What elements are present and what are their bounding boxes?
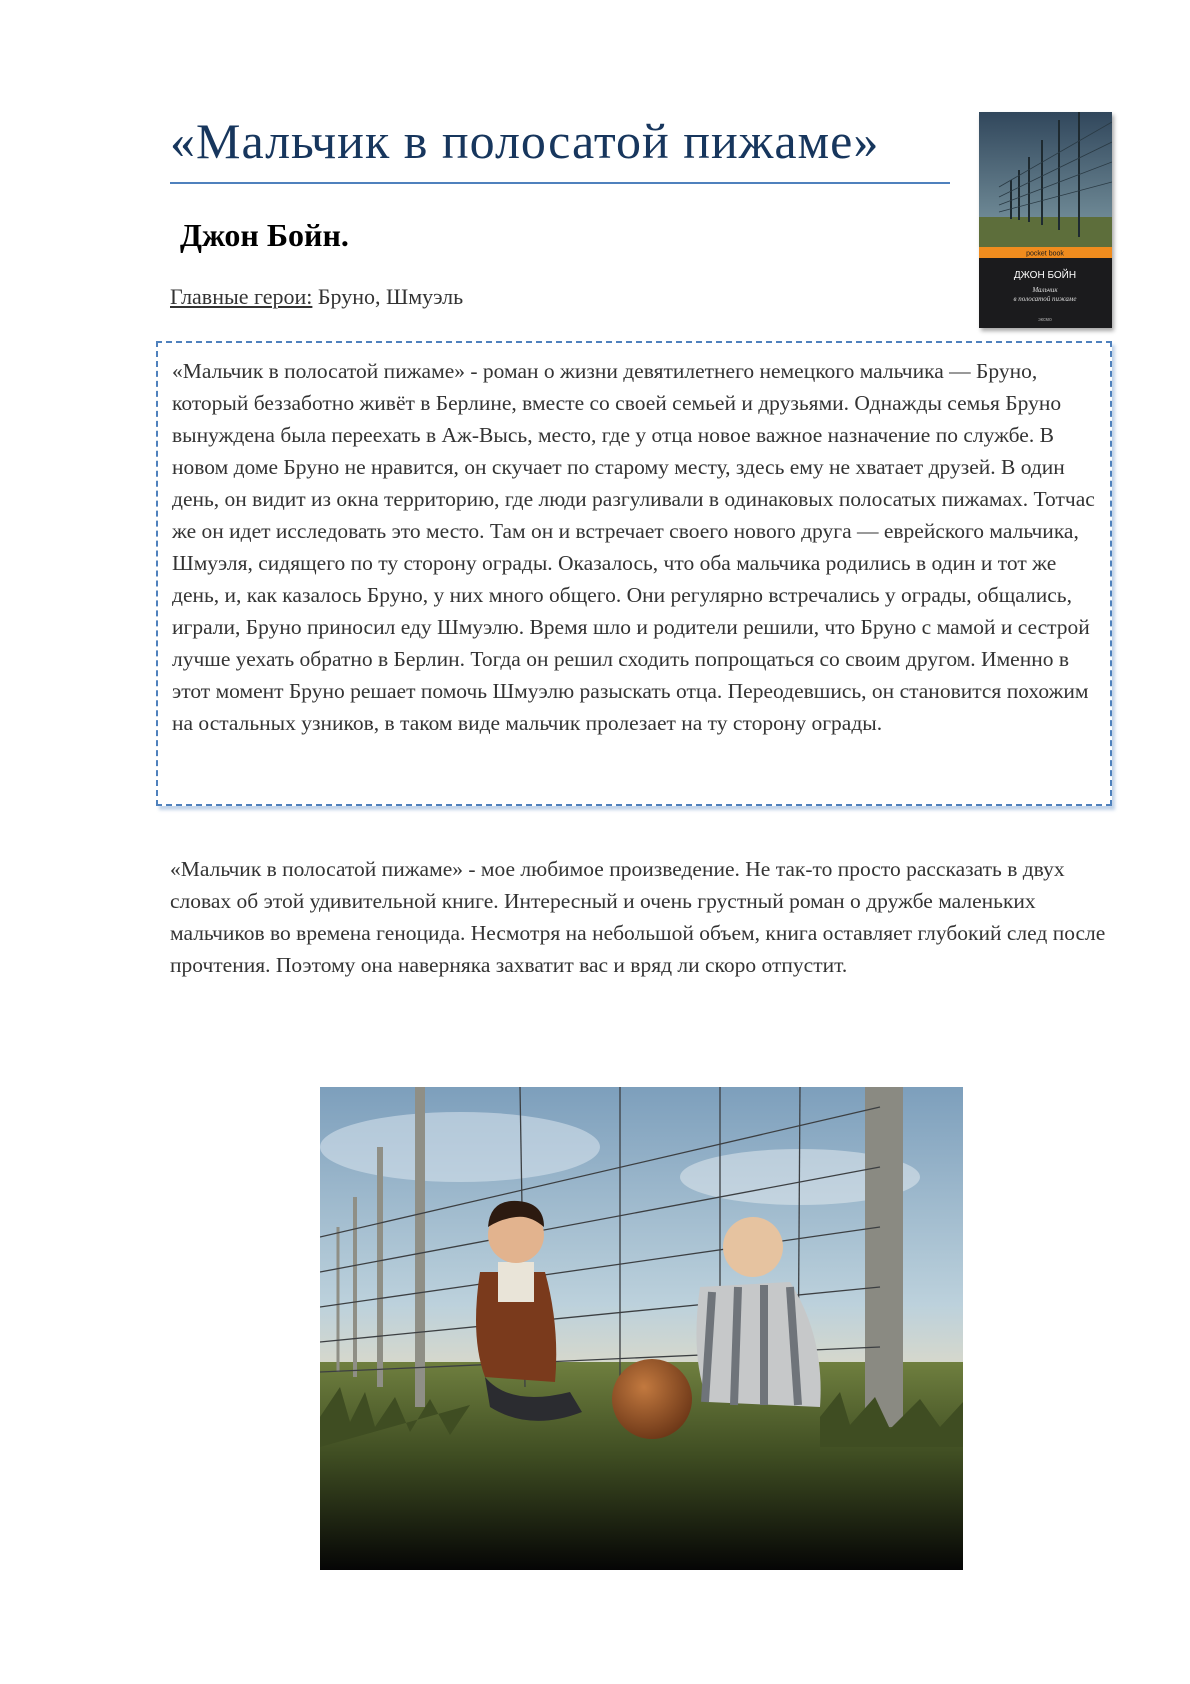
author-name: Джон Бойн.: [180, 217, 349, 253]
cover-grass: [979, 217, 1112, 247]
film-still-image: [320, 1087, 963, 1570]
cover-title-line-2: в полосатой пижаме: [1013, 295, 1077, 303]
main-characters-label: Главные герои:: [170, 284, 313, 309]
cover-series-label: pocket book: [1026, 250, 1064, 258]
still-cloud: [320, 1112, 600, 1182]
review-paragraph: «Мальчик в полосатой пижаме» - мое любимое произведение. Не так-то просто рассказать в двух словах об этой удивительной книге. Интересный и очень грустный роман о дружбе маленьких мальчиков во времена геноцида. Несмотря на небольшой объем, книга оставляет глубокий след после прочтения. Поэтому она наверняка захватит вас и вряд ли скоро отпустит.: [170, 857, 1106, 977]
still-front-post: [865, 1087, 903, 1427]
cover-publisher: эксмо: [1038, 317, 1052, 323]
title-underline: [170, 182, 950, 184]
page-title: «Мальчик в полосатой пижаме»: [170, 113, 880, 169]
still-football: [612, 1359, 692, 1439]
book-cover-image: [979, 112, 1112, 328]
cover-title-line-1: Мальчик: [1032, 286, 1058, 294]
summary-text: «Мальчик в полосатой пижаме» - роман о жизни девятилетнего немецкого мальчика — Бруно, который беззаботно живёт в Берлине, вместе со своей семьей и друзьями. Однажды семья Бруно вынуждена была переехать в Аж-Высь, место, где у отца новое важное назначение по службе. В новом доме Бруно не нравится, он скучает по старому месту, здесь ему не хватает друзей. В один день, он видит из окна территорию, где люди разгуливали в одинаковых полосатых пижамах. Тотчас же он идет исследовать это место. Там он и встречает своего нового друга — еврейского мальчика, Шмуэля, сидящего по ту сторону ограды. Оказалось, что оба мальчика родились в один и тот же день, и, как казалось Бруно, у них много общего. Они регулярно встречались у ограды, общались, играли, Бруно приносил еду Шмуэлю. Время шло и родители решили, что Бруно с мамой и сестрой лучше уехать обратно в Берлин. Тогда он решил сходить попрощаться со своим другом. Именно в этот момент Бруно решает помочь Шмуэлю разыскать отца. Переодевшись, он становится похожим на остальных узников, в таком виде мальчик пролезает на ту сторону ограды.: [172, 359, 1095, 735]
cover-author: ДЖОН БОЙН: [1013, 270, 1077, 281]
main-characters-value: Бруно, Шмуэль: [312, 284, 464, 309]
main-characters-line: [170, 284, 463, 310]
summary-box: [156, 341, 1112, 806]
